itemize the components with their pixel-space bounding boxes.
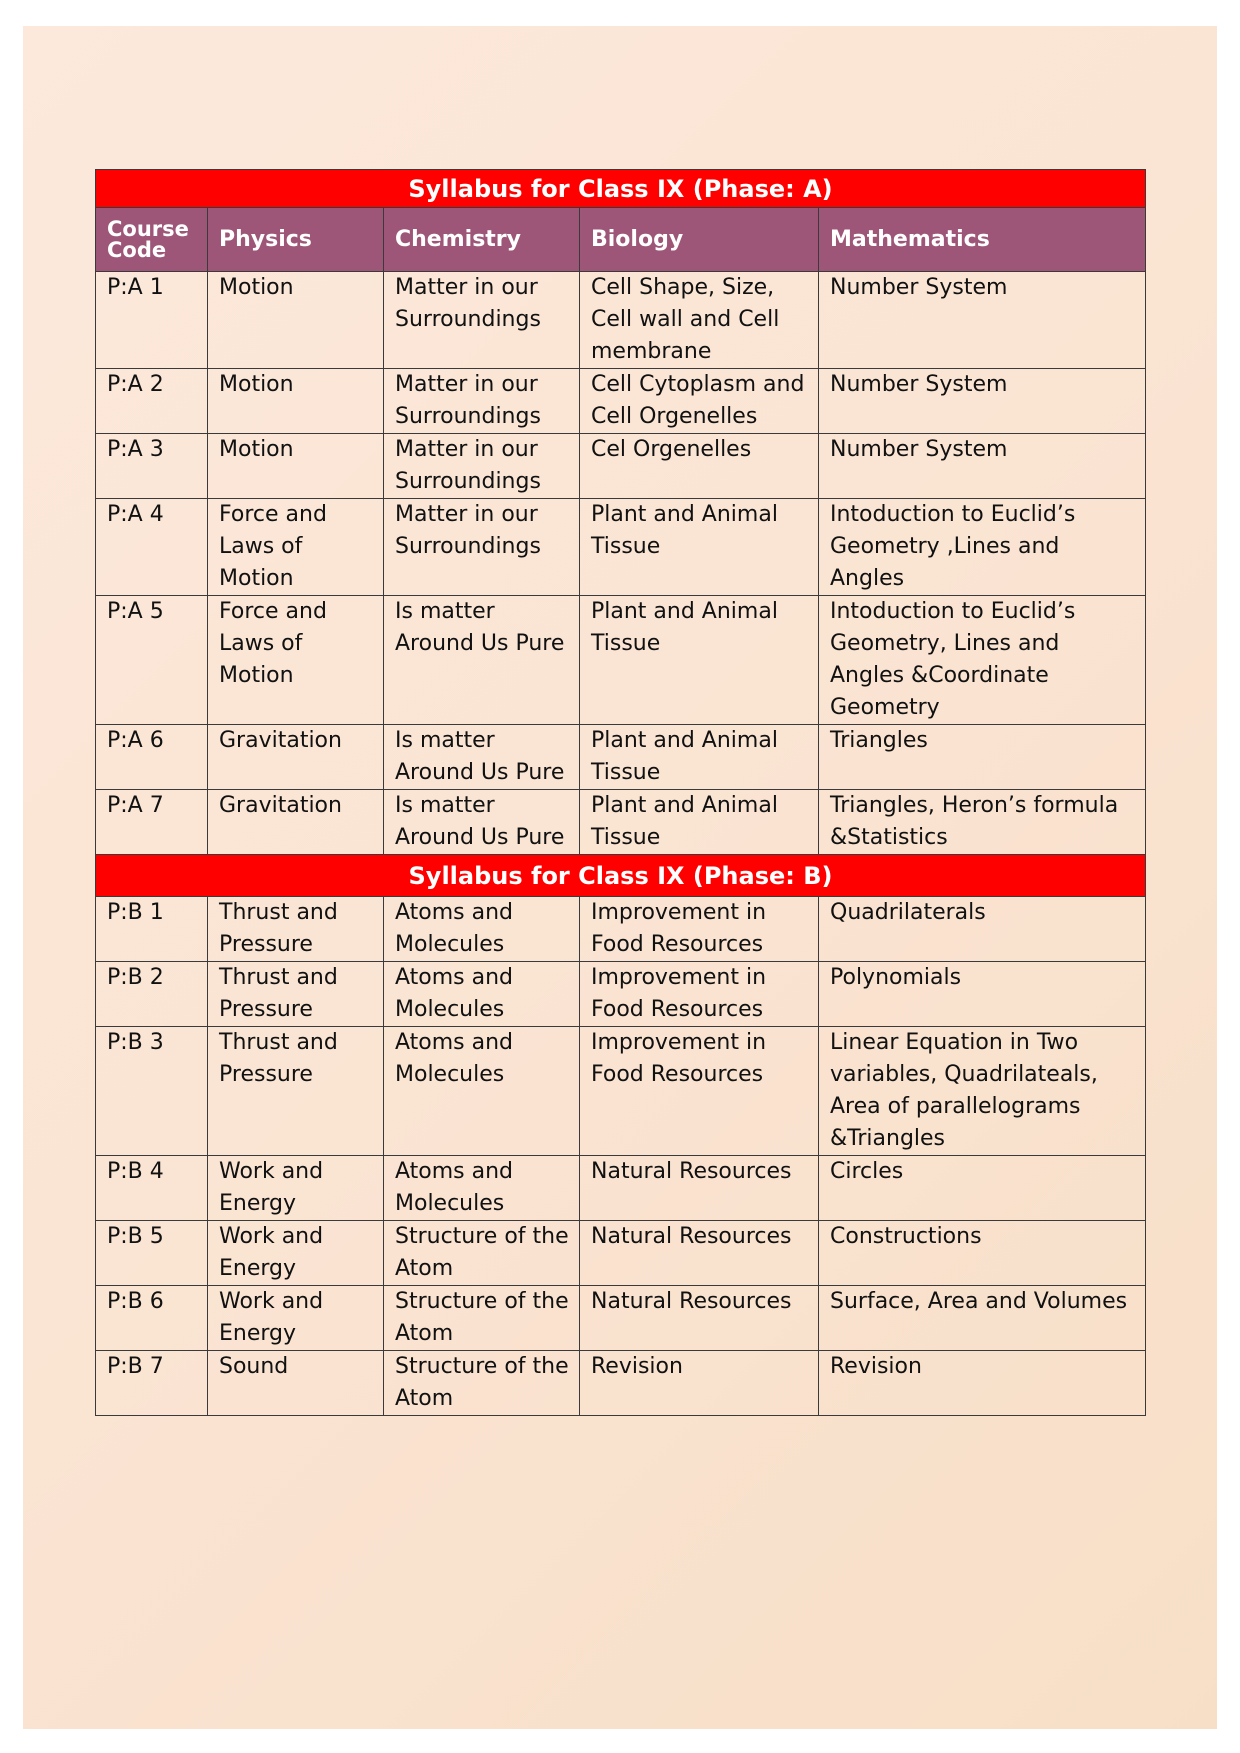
course-code: P:B 5 xyxy=(96,1221,208,1286)
biology-topic: Cell Shape, Size, Cell wall and Cell membrane xyxy=(580,272,819,369)
biology-topic: Plant and Animal Tissue xyxy=(580,596,819,725)
header-row xyxy=(96,208,1146,272)
course-code: P:B 6 xyxy=(96,1286,208,1351)
phase-a-title-row xyxy=(96,170,1146,208)
table-row xyxy=(96,962,1146,1027)
course-code: P:B 1 xyxy=(96,897,208,962)
physics-topic: Motion xyxy=(208,272,384,369)
header-biology: Biology xyxy=(580,208,819,272)
table-row xyxy=(96,1027,1146,1156)
mathematics-topic: Polynomials xyxy=(819,962,1146,1027)
header-physics: Physics xyxy=(208,208,384,272)
phase-b-title: Syllabus for Class IX (Phase: B) xyxy=(96,855,1146,897)
mathematics-topic: Intoduction to Euclid’s Geometry ,Lines and Angles xyxy=(819,499,1146,596)
mathematics-topic: Number System xyxy=(819,272,1146,369)
table-row xyxy=(96,1221,1146,1286)
biology-topic: Improvement in Food Resources xyxy=(580,962,819,1027)
course-code: P:A 7 xyxy=(96,790,208,855)
biology-topic: Plant and Animal Tissue xyxy=(580,790,819,855)
biology-topic: Cel Orgenelles xyxy=(580,434,819,499)
table-row xyxy=(96,725,1146,790)
physics-topic: Work and Energy xyxy=(208,1286,384,1351)
header-course-code: Course Code xyxy=(96,208,208,272)
table-row xyxy=(96,369,1146,434)
mathematics-topic: Revision xyxy=(819,1351,1146,1416)
physics-topic: Work and Energy xyxy=(208,1156,384,1221)
chemistry-topic: Atoms and Molecules xyxy=(384,1027,580,1156)
biology-topic: Cell Cytoplasm and Cell Orgenelles xyxy=(580,369,819,434)
chemistry-topic: Matter in our Surroundings xyxy=(384,369,580,434)
biology-topic: Natural Resources xyxy=(580,1221,819,1286)
course-code: P:B 2 xyxy=(96,962,208,1027)
mathematics-topic: Intoduction to Euclid’s Geometry, Lines and Angles &Coordinate Geometry xyxy=(819,596,1146,725)
mathematics-topic: Surface, Area and Volumes xyxy=(819,1286,1146,1351)
physics-topic: Motion xyxy=(208,434,384,499)
chemistry-topic: Matter in our Surroundings xyxy=(384,499,580,596)
physics-topic: Sound xyxy=(208,1351,384,1416)
mathematics-topic: Constructions xyxy=(819,1221,1146,1286)
mathematics-topic: Triangles xyxy=(819,725,1146,790)
course-code: P:A 4 xyxy=(96,499,208,596)
phase-a-title: Syllabus for Class IX (Phase: A) xyxy=(96,170,1146,208)
mathematics-topic: Number System xyxy=(819,434,1146,499)
syllabus-table xyxy=(95,169,1146,1416)
table-row xyxy=(96,1351,1146,1416)
chemistry-topic: Matter in our Surroundings xyxy=(384,434,580,499)
physics-topic: Force and Laws of Motion xyxy=(208,499,384,596)
chemistry-topic: Atoms and Molecules xyxy=(384,897,580,962)
table-row xyxy=(96,897,1146,962)
physics-topic: Motion xyxy=(208,369,384,434)
chemistry-topic: Is matter Around Us Pure xyxy=(384,790,580,855)
header-chemistry: Chemistry xyxy=(384,208,580,272)
header-mathematics: Mathematics xyxy=(819,208,1146,272)
chemistry-topic: Atoms and Molecules xyxy=(384,1156,580,1221)
course-code: P:B 4 xyxy=(96,1156,208,1221)
biology-topic: Natural Resources xyxy=(580,1156,819,1221)
mathematics-topic: Quadrilaterals xyxy=(819,897,1146,962)
chemistry-topic: Atoms and Molecules xyxy=(384,962,580,1027)
chemistry-topic: Structure of the Atom xyxy=(384,1221,580,1286)
course-code: P:A 1 xyxy=(96,272,208,369)
mathematics-topic: Circles xyxy=(819,1156,1146,1221)
physics-topic: Thrust and Pressure xyxy=(208,1027,384,1156)
course-code: P:B 7 xyxy=(96,1351,208,1416)
biology-topic: Improvement in Food Resources xyxy=(580,897,819,962)
table-row xyxy=(96,499,1146,596)
table-row xyxy=(96,1286,1146,1351)
table-row xyxy=(96,790,1146,855)
phase-b-title-row xyxy=(96,855,1146,897)
table-row xyxy=(96,1156,1146,1221)
table-row xyxy=(96,272,1146,369)
chemistry-topic: Is matter Around Us Pure xyxy=(384,725,580,790)
chemistry-topic: Matter in our Surroundings xyxy=(384,272,580,369)
course-code: P:A 5 xyxy=(96,596,208,725)
course-code: P:A 3 xyxy=(96,434,208,499)
physics-topic: Work and Energy xyxy=(208,1221,384,1286)
biology-topic: Revision xyxy=(580,1351,819,1416)
table-row xyxy=(96,434,1146,499)
course-code: P:B 3 xyxy=(96,1027,208,1156)
course-code: P:A 6 xyxy=(96,725,208,790)
chemistry-topic: Structure of the Atom xyxy=(384,1286,580,1351)
physics-topic: Thrust and Pressure xyxy=(208,962,384,1027)
biology-topic: Improvement in Food Resources xyxy=(580,1027,819,1156)
biology-topic: Plant and Animal Tissue xyxy=(580,499,819,596)
biology-topic: Natural Resources xyxy=(580,1286,819,1351)
chemistry-topic: Is matter Around Us Pure xyxy=(384,596,580,725)
course-code: P:A 2 xyxy=(96,369,208,434)
physics-topic: Force and Laws of Motion xyxy=(208,596,384,725)
mathematics-topic: Triangles, Heron’s formula &Statistics xyxy=(819,790,1146,855)
mathematics-topic: Number System xyxy=(819,369,1146,434)
mathematics-topic: Linear Equation in Two variables, Quadrilateals, Area of parallelograms &Triangles xyxy=(819,1027,1146,1156)
physics-topic: Gravitation xyxy=(208,790,384,855)
table-row xyxy=(96,596,1146,725)
physics-topic: Thrust and Pressure xyxy=(208,897,384,962)
chemistry-topic: Structure of the Atom xyxy=(384,1351,580,1416)
physics-topic: Gravitation xyxy=(208,725,384,790)
biology-topic: Plant and Animal Tissue xyxy=(580,725,819,790)
